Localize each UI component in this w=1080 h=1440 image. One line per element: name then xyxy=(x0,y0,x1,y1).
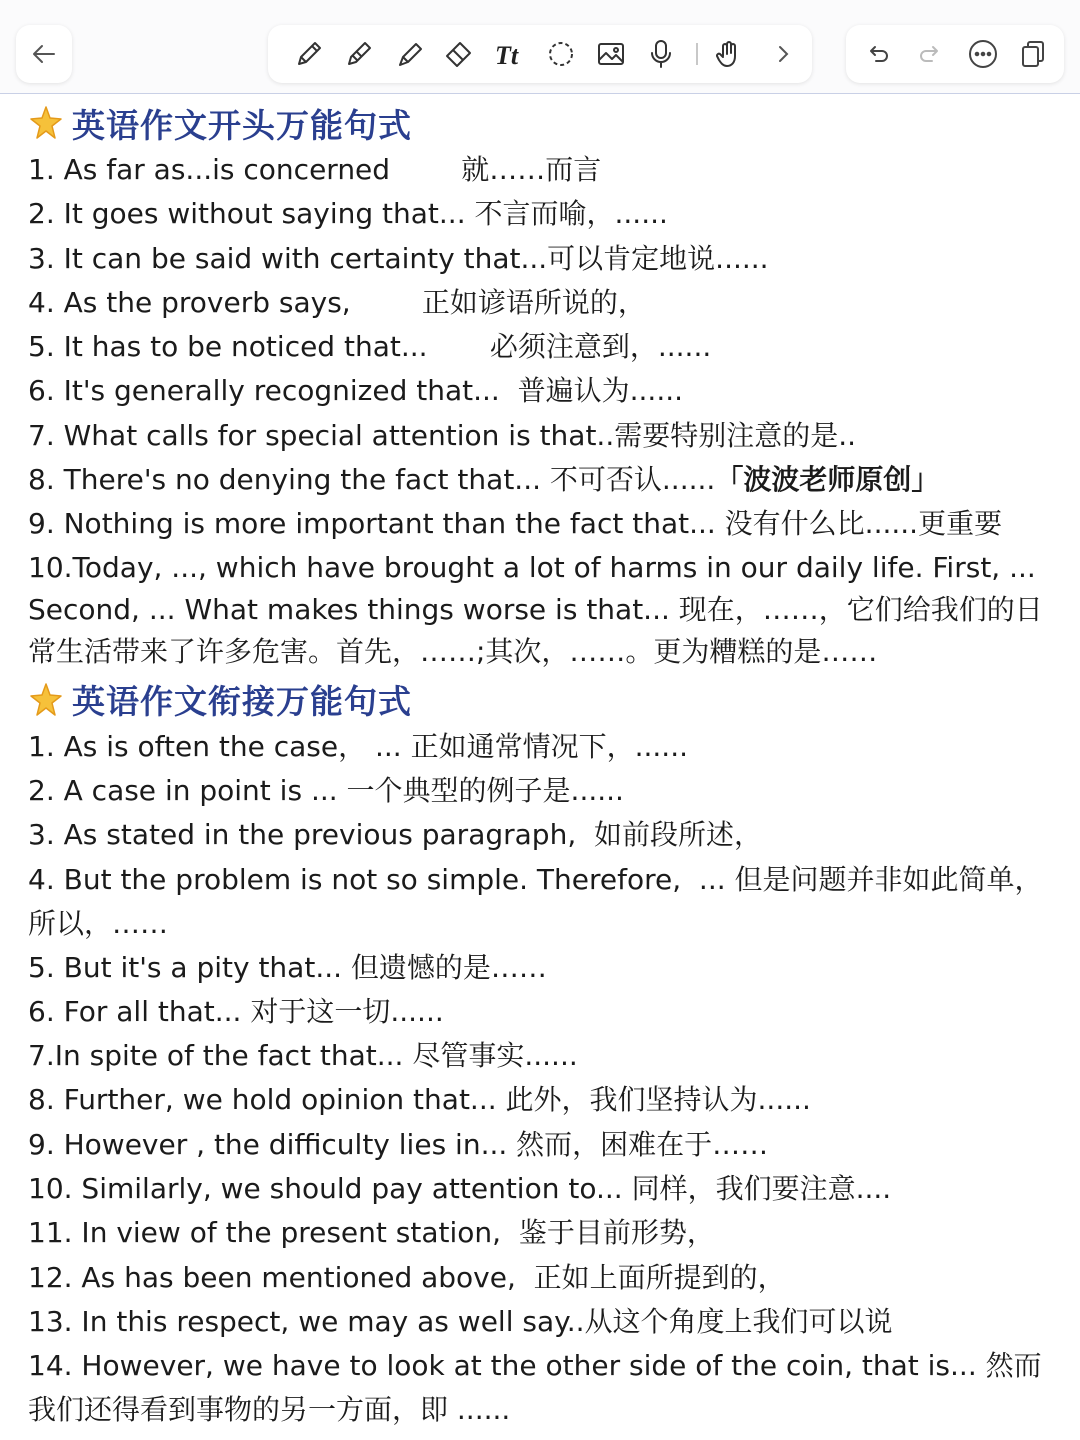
list-item: 12. As has been mentioned above, 正如上面所提到的， xyxy=(28,1260,786,1294)
list-item: 11. In view of the present station, 鉴于目前形势， xyxy=(28,1216,715,1250)
list-item: 10.Today, ..., which have brought a lot of harms in our daily life. First, ... Second, ... What makes things worse is that... 现在，……，它们给我们的日常生活带来了许多危害。首先，……;其次，……。更为糟糕的是…… xyxy=(28,550,1045,668)
pencil-icon[interactable] xyxy=(340,35,378,73)
hand-gesture-icon[interactable] xyxy=(710,35,748,73)
list-item xyxy=(28,458,1058,502)
author-credit: 「波波老师原创」 xyxy=(715,463,940,497)
text-tool-icon[interactable] xyxy=(490,35,528,73)
list-item: 6. It's generally recognized that... 普遍认为...... xyxy=(28,374,684,408)
pages-icon[interactable] xyxy=(1014,35,1052,73)
drawing-tools-bar xyxy=(268,25,812,83)
section-heading-transition xyxy=(28,675,1058,725)
list-item: 1. As is often the case， ... 正如通常情况下，...... xyxy=(28,729,688,763)
list-item: 5. But it's a pity that... 但遗憾的是…… xyxy=(28,950,547,984)
list-item: 9. However , the difficulty lies in... 然而，困难在于…… xyxy=(28,1127,769,1161)
eraser-icon[interactable] xyxy=(440,35,478,73)
more-options-icon[interactable] xyxy=(964,35,1002,73)
back-button-container xyxy=(16,25,72,83)
note-content xyxy=(28,96,1058,1432)
list-item: 3. As stated in the previous paragraph, 如前段所述， xyxy=(28,818,763,852)
list-item: 4. As the proverb says, 正如谚语所说的， xyxy=(28,285,646,319)
top-toolbar xyxy=(0,0,1080,94)
pen-icon[interactable] xyxy=(290,35,328,73)
lasso-icon[interactable] xyxy=(542,35,580,73)
chevron-right-icon[interactable] xyxy=(764,35,802,73)
list-item: 13. In this respect, we may as well say..从这个角度上我们可以说 xyxy=(28,1304,893,1338)
highlighter-icon[interactable] xyxy=(390,35,428,73)
list-item: 2. It goes without saying that... 不言而喻，...... xyxy=(28,197,668,231)
undo-icon[interactable] xyxy=(858,35,896,73)
section-title: 英语作文衔接万能句式 xyxy=(72,682,412,722)
svg-text:Tt: Tt xyxy=(495,41,519,70)
back-arrow-icon[interactable] xyxy=(25,35,63,73)
section-heading-opening xyxy=(28,98,1058,148)
list-item: 9. Nothing is more important than the fact that... 没有什么比......更重要 xyxy=(28,507,1003,541)
list-item: 8. Further, we hold opinion that... 此外，我们坚持认为...... xyxy=(28,1083,811,1117)
list-item-text: 8. There's no denying the fact that... 不可否认...... xyxy=(28,463,716,497)
list-item: 4. But the problem is not so simple. Therefore, ... 但是问题并非如此简单，所以，…… xyxy=(28,862,1043,940)
list-item: 14. However, we have to look at the other side of the coin, that is... 然而我们还得看到事物的另一方面，即 ...... xyxy=(28,1349,1042,1427)
list-item: 6. For all that... 对于这一切...... xyxy=(28,994,444,1028)
list-item: 7. What calls for special attention is that..需要特别注意的是.. xyxy=(28,418,857,452)
list-item: 2. A case in point is ... 一个典型的例子是...... xyxy=(28,773,624,807)
list-item: 10. Similarly, we should pay attention to... 同样，我们要注意.... xyxy=(28,1172,892,1206)
list-item: 1. As far as...is concerned 就……而言 xyxy=(28,153,602,186)
section-title: 英语作文开头万能句式 xyxy=(72,105,412,145)
list-item: 7.In spite of the fact that... 尽管事实...... xyxy=(28,1039,578,1073)
toolbar-divider xyxy=(696,43,698,65)
history-and-menu-bar xyxy=(846,25,1064,83)
redo-icon[interactable] xyxy=(912,35,950,73)
microphone-icon[interactable] xyxy=(642,35,680,73)
sparkle-star-icon xyxy=(28,682,64,718)
list-item: 5. It has to be noticed that... 必须注意到，...... xyxy=(28,330,712,364)
list-item: 3. It can be said with certainty that...可以肯定地说...... xyxy=(28,241,769,275)
image-icon[interactable] xyxy=(592,35,630,73)
sparkle-star-icon xyxy=(28,105,64,141)
